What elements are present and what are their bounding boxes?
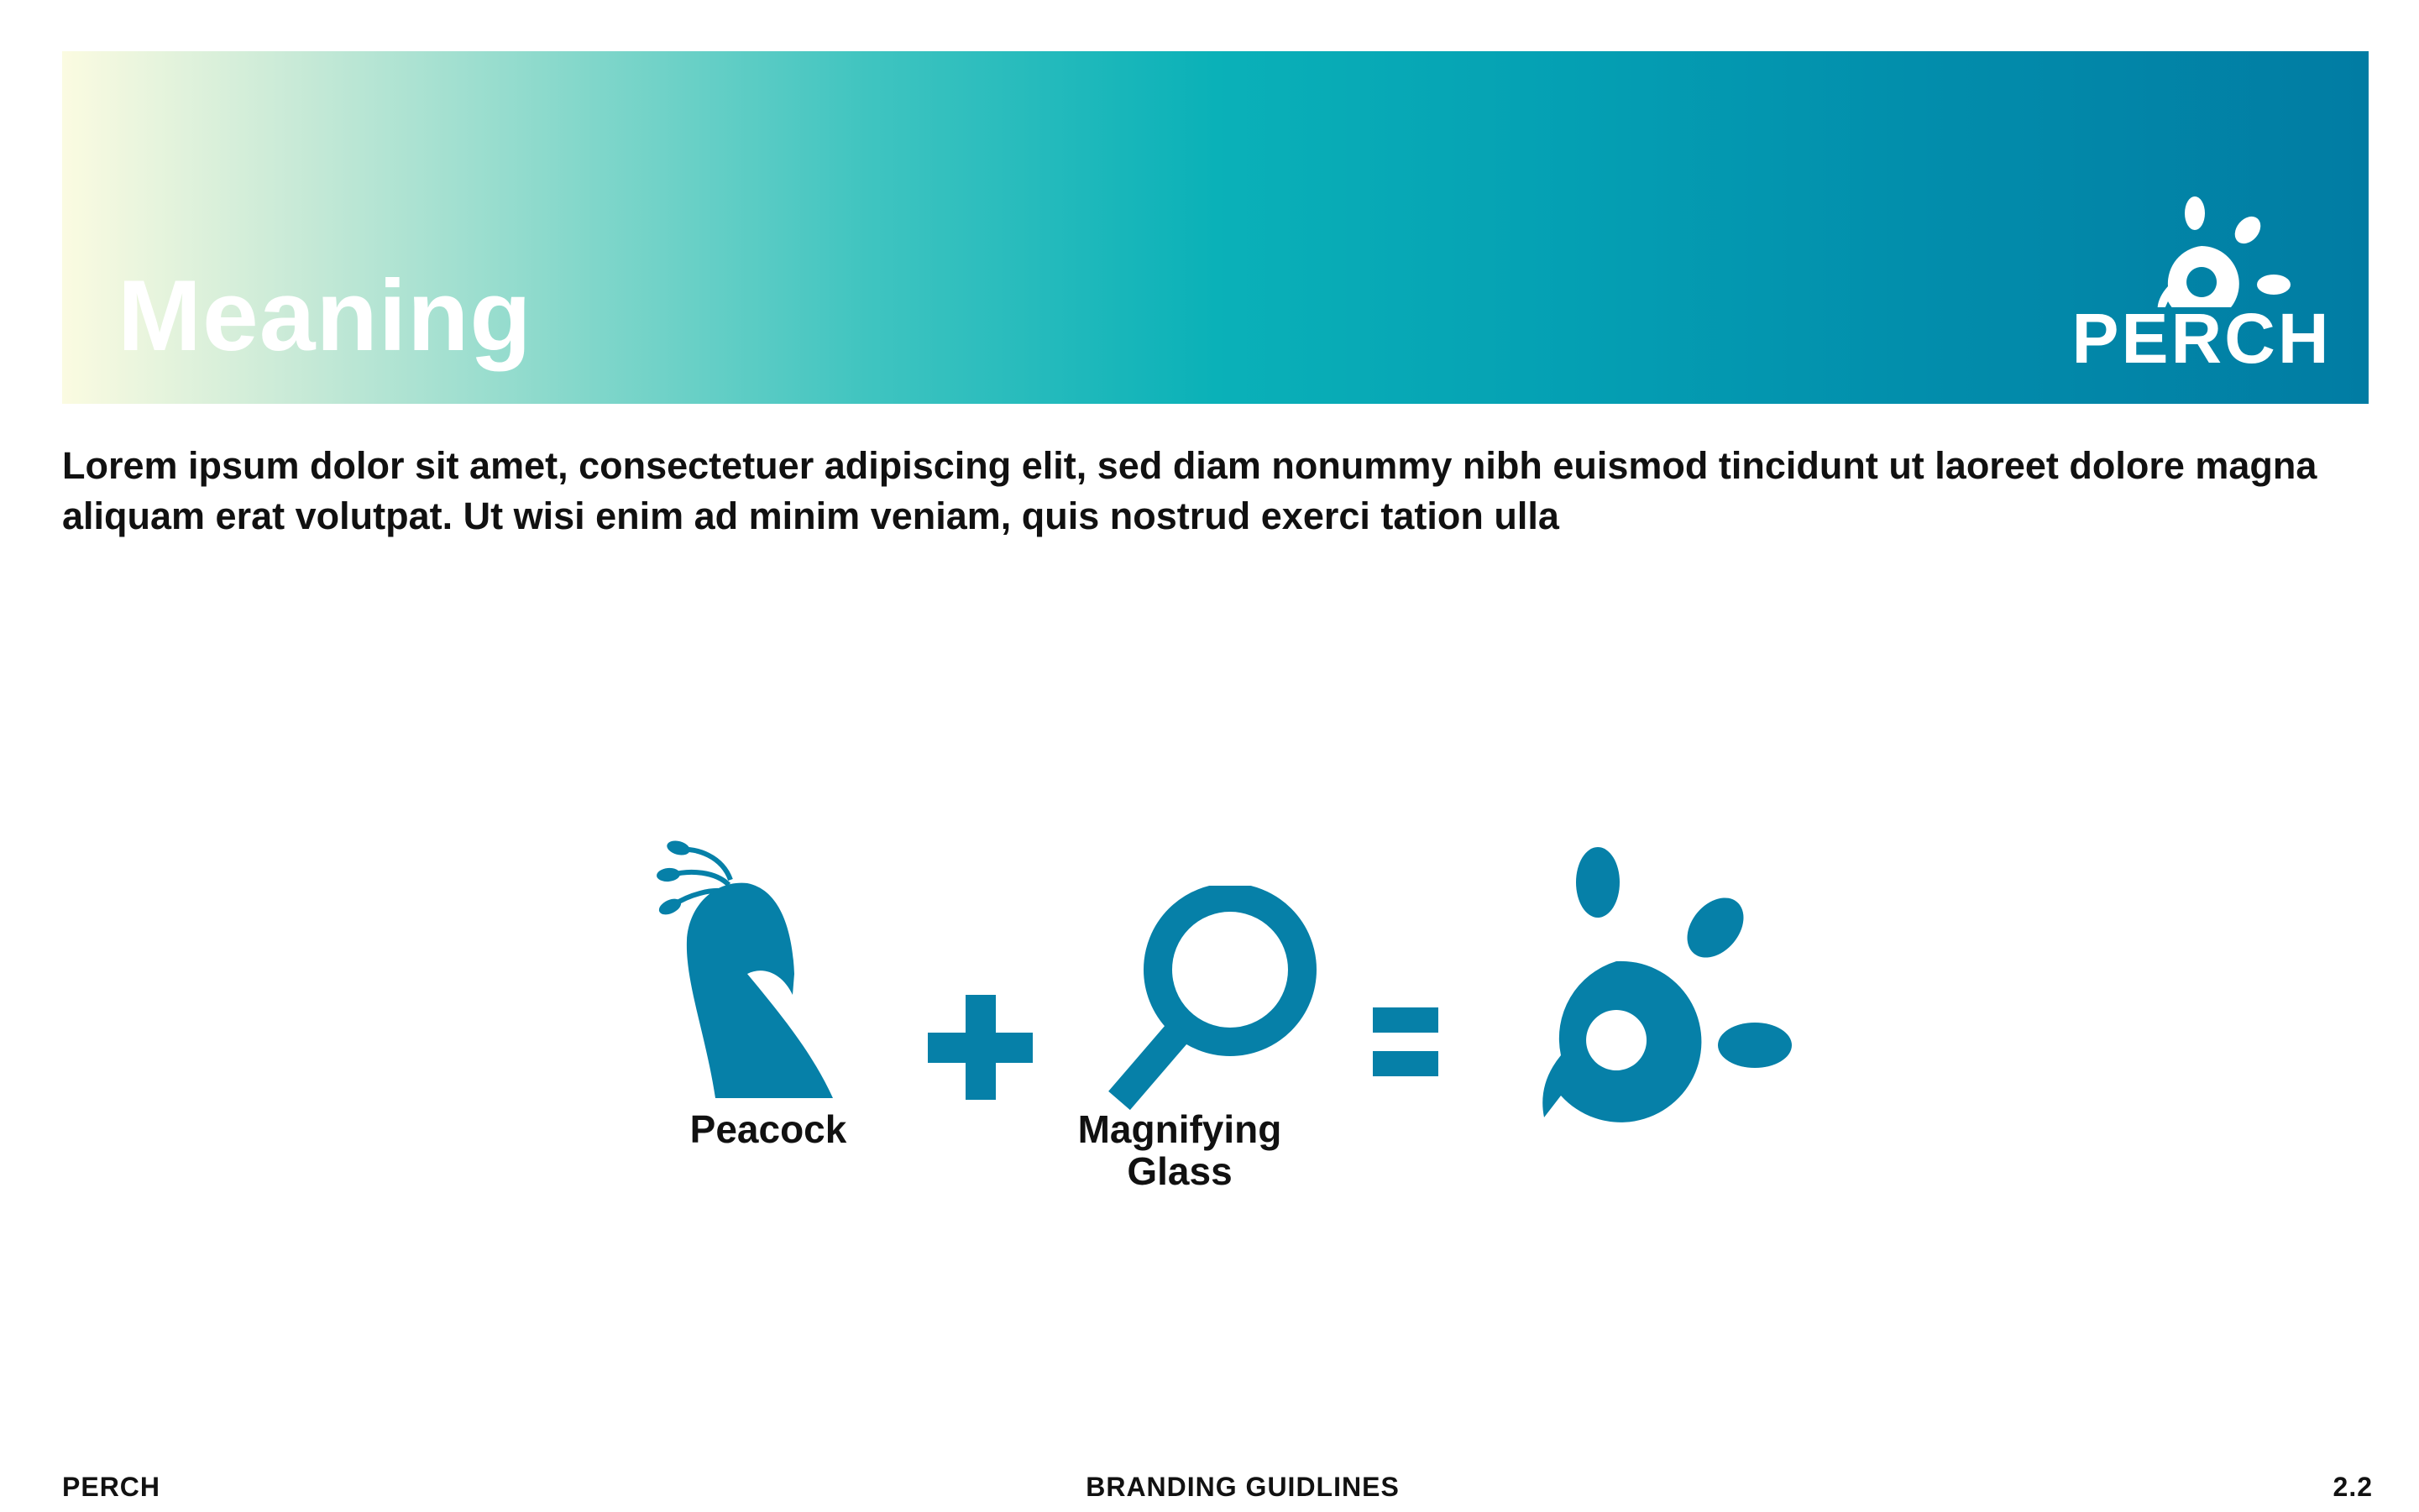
page-title: Meaning [118,259,532,372]
perch-logo-icon [1516,835,1805,1125]
peacock-figure [638,831,840,1100]
logo-meaning-equation [0,831,2419,1217]
logo-wordmark: PERCH [2071,299,2332,378]
equals-icon [1373,999,1440,1083]
footer-document-title: BRANDING GUIDLINES [1086,1472,1400,1502]
equals-sign [1373,999,1440,1083]
peacock-label: Peacock [689,1107,847,1151]
perch-logo-icon [2059,139,2344,307]
brand-logo [2059,139,2344,391]
footer-brand: PERCH [62,1472,161,1502]
plus-icon [928,995,1033,1100]
perch-logo-result [1516,835,1805,1125]
intro-paragraph: Lorem ipsum dolor sit amet, consectetuer adipiscing elit, sed diam nonummy nibh euismod tincidunt ut laoreet dolore magna aliquam erat volutpat. Ut wisi enim ad minim veniam, quis nostrud exerci tation ulla [62,444,2317,537]
magnifying-glass-figure [1104,886,1322,1112]
peacock-icon [638,831,840,1100]
header-banner [62,51,2369,404]
plus-sign [928,995,1033,1100]
magnifying-glass-label: Magnifying Glass [1077,1107,1282,1193]
page-number: 2.2 [2333,1472,2373,1502]
magnifying-glass-icon [1104,886,1322,1112]
